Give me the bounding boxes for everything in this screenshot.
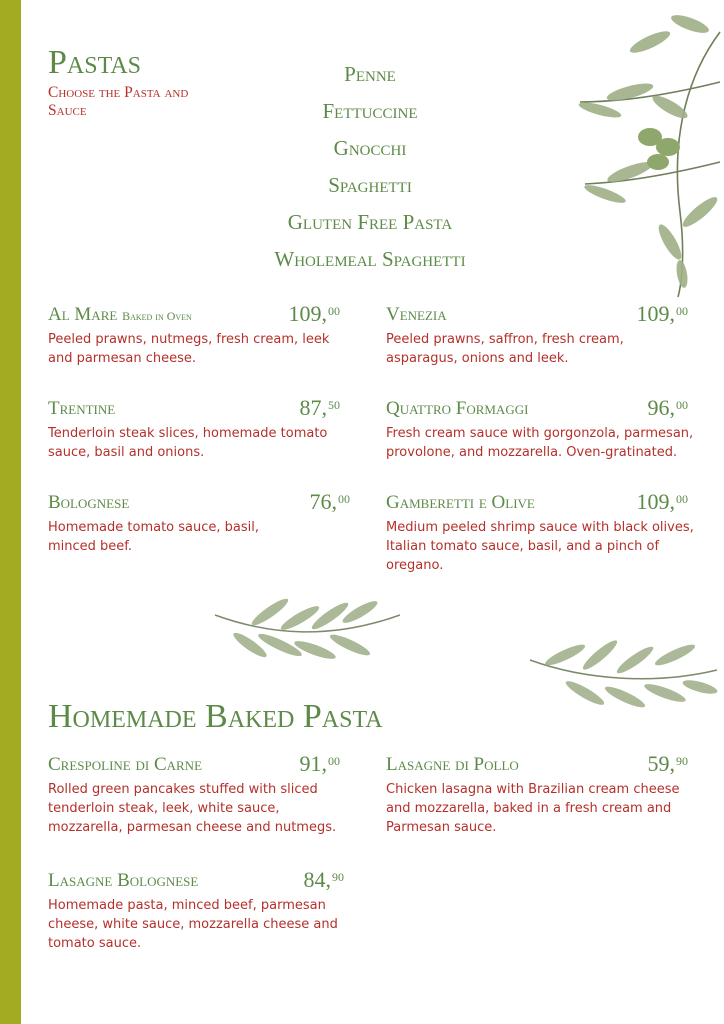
- side-accent-bar: [0, 0, 21, 1024]
- menu-item-bolognese: [48, 490, 350, 556]
- menu-item-price: 109,00: [288, 301, 340, 326]
- menu-item-quattro-formaggi: [386, 395, 694, 462]
- pastas-title: Pastas: [48, 44, 142, 81]
- baked-pasta-title: Homemade Baked Pasta: [48, 698, 383, 735]
- olive-branch-right: [525, 625, 720, 720]
- menu-item-trentine: [48, 396, 340, 462]
- menu-item-name: Trentine: [48, 398, 116, 419]
- menu-item-price: 59,90: [647, 751, 688, 776]
- menu-item-price: 91,00: [299, 751, 340, 776]
- menu-item-name: Quattro Formaggi: [386, 398, 529, 419]
- menu-item-description: Peeled prawns, saffron, fresh cream, asparagus, onions and leek.: [386, 332, 624, 366]
- menu-item-description: Peeled prawns, nutmegs, fresh cream, leek and parmesan cheese.: [48, 332, 330, 366]
- menu-item-crespoline-di-carne: [48, 752, 340, 837]
- menu-item-name: Bolognese: [48, 492, 130, 513]
- olive-branch-middle: [210, 590, 405, 675]
- menu-item-name: Gamberetti e Olive: [386, 492, 535, 513]
- menu-item-price: 109,00: [636, 489, 688, 514]
- menu-item-name: Lasagne di Pollo: [386, 754, 519, 775]
- olive-branch-top-right: [570, 12, 724, 302]
- menu-item-description: Tenderloin steak slices, homemade tomato sauce, basil and onions.: [48, 426, 328, 460]
- pastas-subtitle: Choose the Pasta and Sauce: [48, 84, 189, 119]
- menu-item-gamberetti-e-olive: [386, 489, 694, 575]
- pasta-choices-list: [230, 60, 510, 282]
- menu-item-price: 76,00: [309, 489, 350, 514]
- menu-item-name: Al Mare: [48, 304, 118, 325]
- menu-item-description: Fresh cream sauce with gorgonzola, parmesan, provolone, and mozzarella. Oven-gratinated.: [386, 426, 694, 460]
- menu-item-lasagne-bolognese: [48, 868, 344, 953]
- pasta-choice: Penne: [344, 62, 396, 86]
- pasta-choice: Fettuccine: [322, 99, 418, 123]
- menu-item-price: 84,90: [303, 867, 344, 892]
- menu-item-description: Medium peeled shrimp sauce with black olives, Italian tomato sauce, basil, and a pinch of oregano.: [386, 520, 694, 573]
- menu-item-description: Homemade tomato sauce, basil, minced beef.: [48, 520, 260, 554]
- menu-item-description: Chicken lasagna with Brazilian cream cheese and mozzarella, baked in a fresh cream and Parmesan sauce.: [386, 782, 680, 835]
- menu-item-name: Lasagne Bolognese: [48, 870, 199, 891]
- menu-item-description: Rolled green pancakes stuffed with sliced tenderloin steak, leek, white sauce, mozzarella, parmesan cheese and nutmegs.: [48, 782, 337, 835]
- menu-item-lasagne-di-pollo: [386, 752, 688, 837]
- pasta-choice: Gnocchi: [333, 136, 407, 160]
- menu-item-name: Crespoline di Carne: [48, 754, 203, 775]
- pasta-choice: Gluten Free Pasta: [287, 210, 453, 234]
- menu-item-venezia: [386, 302, 688, 368]
- menu-item-note: Baked in Oven: [122, 309, 192, 323]
- menu-item-price: 87,50: [299, 395, 340, 420]
- pasta-choice: Wholemeal Spaghetti: [274, 247, 466, 271]
- menu-item-description: Homemade pasta, minced beef, parmesan cheese, white sauce, mozzarella cheese and tomato sauce.: [48, 898, 338, 951]
- menu-item-al-mare: [48, 302, 340, 368]
- menu-item-price: 96,00: [647, 395, 688, 420]
- pasta-choice: Spaghetti: [328, 173, 412, 197]
- menu-item-price: 109,00: [636, 301, 688, 326]
- menu-item-name: Venezia: [386, 304, 447, 325]
